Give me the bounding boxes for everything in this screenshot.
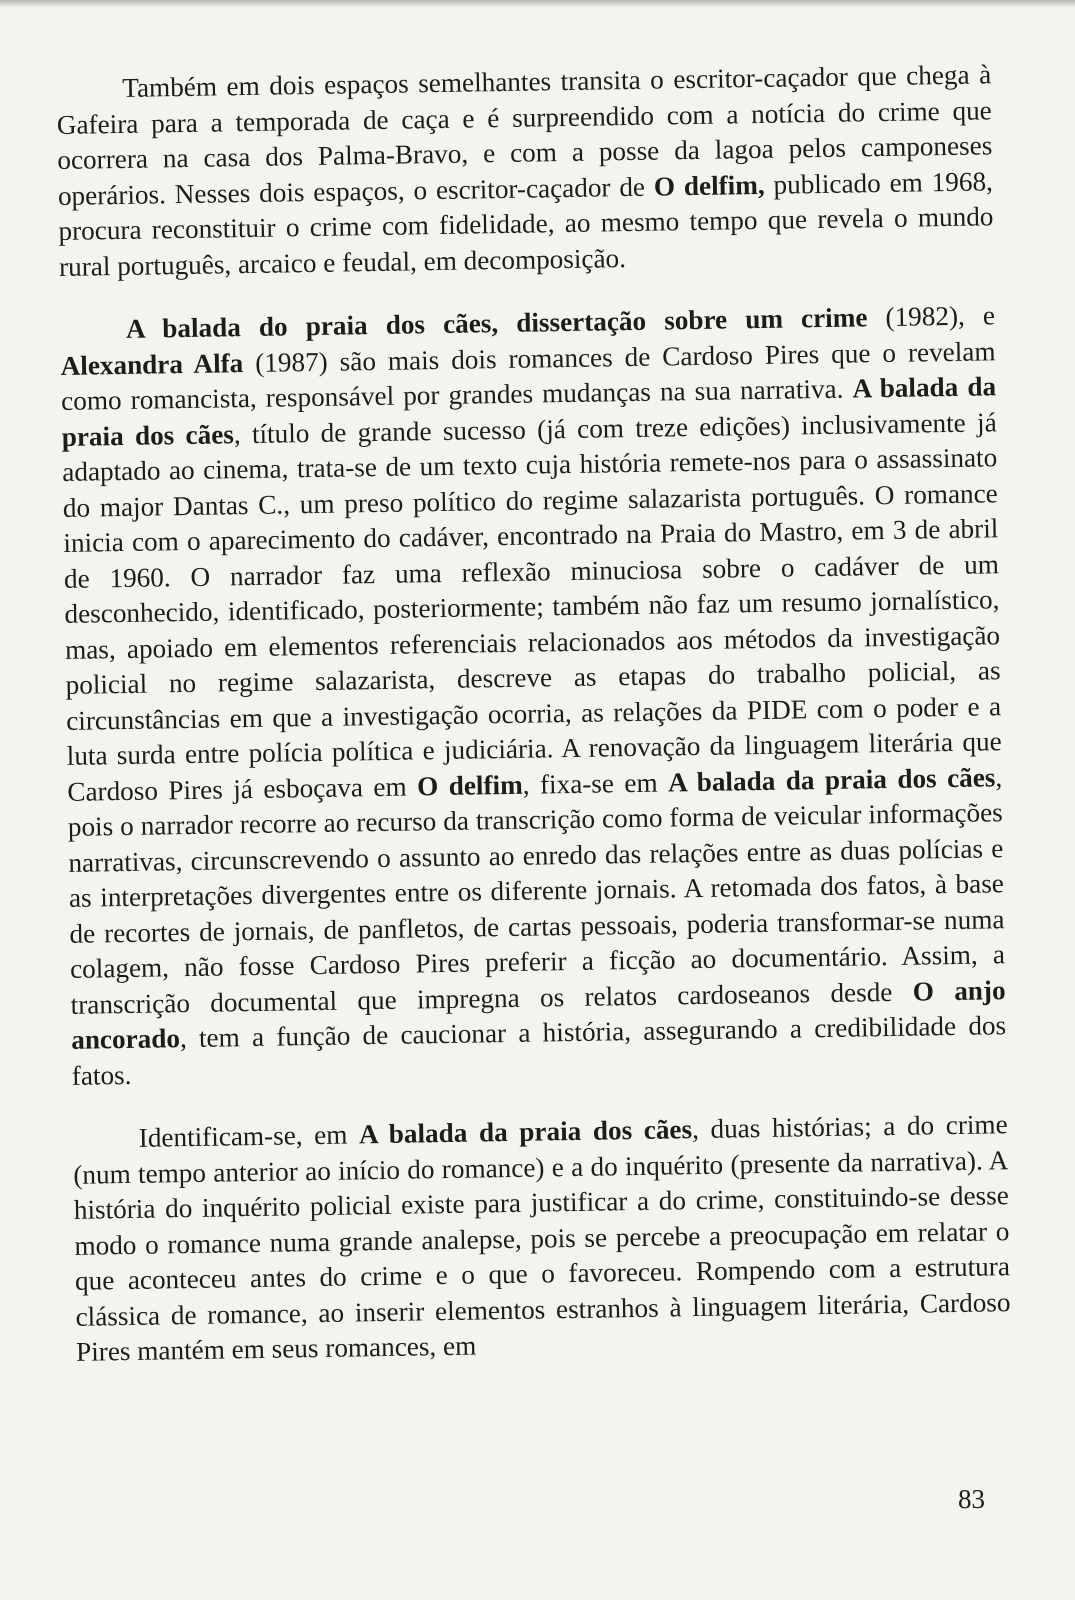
bold-title-run: A balada da praia dos cães <box>61 371 997 452</box>
page-number: 83 <box>958 1484 985 1514</box>
bold-title-run: O delfim, <box>653 169 765 202</box>
text-run: , duas histórias; a do crime (num tempo anterior ao início do romance) e a do inquérito (presente da narrativa). A história do inquérito policial existe para justificar a do crime, constituindo-se desse modo o romance numa grande analepse, pois se percebe a preocupação em relatar o que aconteceu antes do crime e o que o favoreceu. Rompendo com a estrutura clássica de romance, ao inserir elementos estranhos à linguagem literária, Cardoso Pires mantém em seus romances, em <box>73 1109 1011 1367</box>
text-run: Identificam-se, em <box>138 1119 360 1153</box>
scan-edge-shadow <box>0 0 1075 8</box>
page-body <box>56 57 1011 1370</box>
paragraph-2 <box>60 298 1007 1094</box>
text-run: Também em dois espaços semelhantes transita o escritor-caçador que chega à Gafeira para a temporada de caça e é surpreendido com a notícia do crime que ocorrera na casa dos Palma-Bravo, e com a posse da lagoa pelos camponeses operários. Nesses dois espaços, o escritor-caçador de <box>56 59 993 211</box>
bold-title-run: Alexandra Alfa <box>60 347 244 381</box>
text-run: publicado em 1968, procura reconstituir o crime com fidelidade, ao mesmo tempo que revela o mundo rural português, arcaico e feudal, em decomposição. <box>58 165 994 282</box>
bold-title-run: A balada da praia dos cães <box>358 1114 693 1150</box>
bold-title-run: A balada da praia dos cães <box>667 761 996 797</box>
paragraph-1 <box>56 57 994 285</box>
text-run: , fixa-se em <box>522 766 669 800</box>
text-run: , pois o narrador recorre ao recurso da transcrição como forma de veicular informações narrativas, circunscrevendo o assunto ao enredo das relações entre as duas polícias e as interpretações divergentes entre os diferente jornais. A retomada dos fatos, à base de recortes de jornais, de panfletos, de cartas pessoais, poderia transformar-se numa colagem, não fosse Cardoso Pires preferir a ficção ao documentário. Assim, a transcrição documental que impregna os relatos cardoseanos desde <box>67 761 1006 1020</box>
bold-title-run: A balada do praia dos cães, dissertação sobre um crime <box>125 302 868 344</box>
text-run: (1982), e <box>867 300 996 333</box>
text-run: , tem a função de caucionar a história, assegurando a credibilidade dos fatos. <box>71 1010 1007 1091</box>
bold-title-run: O delfim <box>416 769 523 801</box>
text-run: , título de grande sucesso (já com treze edições) inclusivamente já adaptado ao cinema, trata-se de um texto cuja história remete-nos para o assassinato do major Dantas C., um preso político do regime salazarista português. O romance inicia com o aparecimento do cadáver, encontrado na Praia do Mastro, em 3 de abril de 1960. O narrador faz uma reflexão minuciosa sobre o cadáver de um desconhecido, identificado, posteriormente; também não faz um resumo jornalístico, mas, apoiado em elementos referenciais relacionados aos métodos da investigação policial no regime salazarista, descreve as etapas do trabalho policial, as circunstâncias em que a investigação ocorria, as relações da PIDE com o poder e a luta surda entre polícia política e judiciária. A renovação da linguagem literária que Cardoso Pires já esboçava em <box>62 406 1002 807</box>
text-run: (1987) são mais dois romances de Cardoso Pires que o revelam como romancista, responsável por grandes mudanças na sua narrativa. <box>60 335 996 416</box>
paragraph-3 <box>72 1107 1011 1370</box>
bold-title-run: O anjo ancorado <box>70 974 1006 1055</box>
